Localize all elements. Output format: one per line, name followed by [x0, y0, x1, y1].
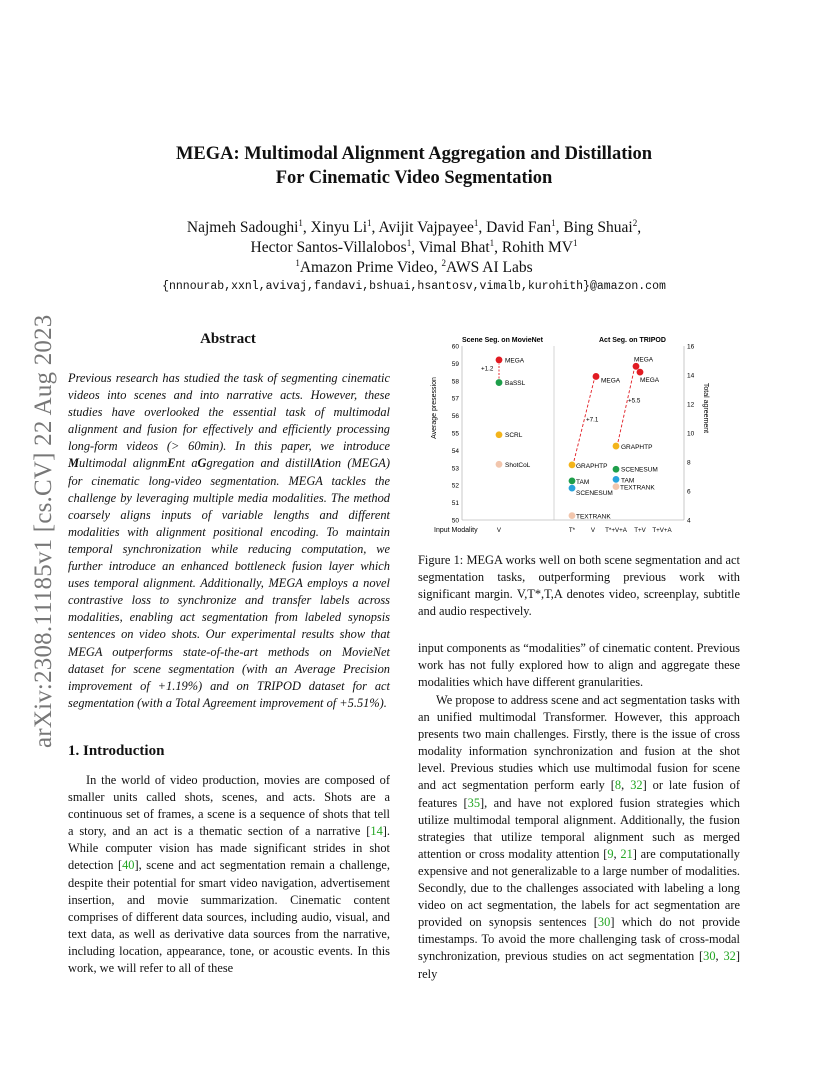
citation-link[interactable]: 9: [607, 846, 614, 861]
act-gain-label: +5.5: [628, 397, 641, 405]
citation-link[interactable]: 30: [703, 949, 716, 964]
act-point: [613, 443, 620, 450]
scene-point-label: MEGA: [505, 357, 525, 365]
act-point: [593, 373, 600, 380]
x-category-label: T+V: [634, 527, 646, 534]
scene-point: [496, 379, 503, 386]
scene-point: [496, 357, 503, 364]
modality-scatter-chart: [422, 332, 736, 540]
left-tick-label: 50: [451, 517, 459, 525]
act-gain-label: +7.1: [586, 416, 599, 424]
affiliations: $^1$Amazon Prime Video, $^2$AWS AI Labs: [295, 257, 533, 276]
left-tick-label: 59: [451, 360, 459, 368]
scene-point: [496, 461, 503, 468]
left-tick-label: 56: [451, 413, 459, 421]
x-category-label: T*+V+A: [605, 527, 627, 534]
scene-gain-label: +1.2: [481, 365, 494, 373]
act-point: [569, 462, 576, 469]
author-block: [100, 218, 728, 278]
scene-point-label: BaSSL: [505, 380, 526, 388]
arxiv-id: arXiv:2308.11185v1 [cs.CV] 22 Aug 2023: [30, 314, 57, 748]
right-tick-label: 12: [687, 401, 695, 409]
scene-point-label: ShotCoL: [505, 461, 531, 469]
left-tick-label: 52: [451, 482, 459, 490]
figure-1: [422, 332, 736, 540]
act-point: [569, 512, 576, 519]
abstract-heading: Abstract: [200, 331, 256, 347]
citation-link[interactable]: 21: [620, 846, 633, 861]
author-line-2: Hector Santos-Villalobos$^1$, Vimal Bhat$^1$, Rohith $MV^1$: [250, 237, 578, 256]
scene-point-label: SCRL: [505, 432, 523, 440]
right-tick-label: 14: [687, 372, 695, 380]
citation-link[interactable]: 32: [630, 778, 643, 793]
left-tick-label: 54: [451, 447, 459, 455]
scene-panel-title: Scene Seg. on MovieNet: [462, 337, 543, 344]
x-category-label: T+V+A: [652, 527, 672, 534]
x-category-label: V: [590, 527, 596, 534]
act-point: [613, 466, 620, 473]
act-point-label: GRAPHTP: [576, 462, 608, 470]
act-point-label: GRAPHTP: [621, 444, 653, 452]
act-point-label: TAM: [621, 477, 635, 485]
act-panel-title: Act Seg. on TRIPOD: [599, 337, 666, 344]
act-point-label: SCENESUM: [576, 490, 613, 498]
act-point: [633, 363, 640, 370]
act-point: [613, 483, 620, 490]
act-point-label: MEGA: [601, 377, 621, 385]
arxiv-sidebar: [22, 268, 62, 748]
left-tick-label: 58: [451, 378, 459, 386]
citation-link[interactable]: 8: [614, 778, 622, 793]
citation-link[interactable]: 14: [370, 824, 383, 839]
introduction-paragraph: In the world of video production, movies are composed of smaller units called shots, scenes, and acts. Shots are a continuous set of frames, a scene is a sequence of shots that tell a story, and an act is a thematic section of a narrative [14]. While computer vision has made significant strides in shot detection [40], scene and act segmentation remain a challenge, despite their potential for smart video navigation, advertisement insertion, and movie summarization. Cinematic content comprises of different data sources, including audio, visual, and text data, as well as derivative data sources from the narrative, including location, appearance, tone, or acoustic events. In this work, we will refer to all of these: [68, 773, 391, 976]
x-label: Input Modality: [434, 527, 478, 534]
right-y-label: Total agreement: [702, 382, 709, 434]
right-paragraph-1: input components as “modalities” of cinematic content. Previous work has not fully explored how to align and aggregate these modalities which have different granularities.: [418, 641, 740, 690]
left-tick-label: 60: [451, 343, 459, 351]
act-point-label: TEXTRANK: [576, 513, 611, 521]
x-category-label: T*: [568, 527, 576, 534]
act-point: [637, 369, 644, 376]
left-tick-label: 57: [451, 395, 459, 403]
act-point-label: SCENESUM: [621, 466, 658, 474]
act-point-label: MEGA: [640, 377, 660, 385]
right-tick-label: 8: [687, 459, 691, 467]
act-point: [569, 485, 576, 492]
right-tick-label: 6: [687, 488, 691, 496]
act-point-label: TEXTRANK: [620, 484, 655, 492]
paper-title: MEGA: Multimodal Alignment Aggregation and Distillation For Cinematic Video Segmentation: [175, 144, 653, 188]
author-emails: {nnnourab,xxnl,avivaj,fandavi,bshuai,hsantosv,vimalb,kurohith}@amazon.com: [162, 280, 666, 293]
left-tick-label: 53: [451, 465, 459, 473]
act-point: [613, 476, 620, 483]
author-line-1: Najmeh Sadoughi$^1$, Xinyu Li$^1$, Avijit Vajpayee$^1$, David Fan$^1$, Bing Shuai$^2$,: [186, 217, 642, 236]
act-point: [569, 477, 576, 484]
figure-caption: Figure 1: MEGA works well on both scene segmentation and act segmentation tasks, outperforming previous work with significant margin. V,T*,T,A denotes video, screenplay, subtitle and audio respectively.: [418, 553, 740, 619]
act-point-label: TAM: [576, 478, 590, 486]
x-category-label: V: [496, 527, 502, 534]
right-paragraph-2: We propose to address scene and act segmentation tasks with an unified multimodal Transformer. However, this approach presents two main challenges. Firstly, there is the issue of cross modality information synchronization and fusion at the shot level. Previous studies which use multimodal fusion for scene and act segmentation perform early [8, 32] or late fusion of features [35], and have not explored fusion strategies which utilize multimodal temporal alignment. Additionally, the fusion strategies that utilize temporal alignment such as merged attention or cross modality attention [9, 21] are computationally expensive and not generalizable to a large number of modalities. Secondly, due to the challenges associated with labeling a long video on act segmentation, the labels for act segmentation are provided on synopsis sentences [30] which do not provide timestamps. To avoid the more challenging task of cross-modal synchronization, previous studies on act segmentation [30, 32] rely: [418, 693, 740, 981]
citation-link[interactable]: 40: [122, 858, 135, 873]
act-point-label: MEGA: [634, 356, 654, 364]
left-tick-label: 51: [451, 500, 459, 508]
act-gain-arrow: [618, 370, 634, 442]
abstract-text: Previous research has studied the task of segmenting cinematic videos into scenes and into narrative acts. However, these studies have overlooked the essential task of multimodal alignment and fusion for effectively and efficiently processing long-form videos (> 60min). In this paper, we introduce Multimodal alignmEnt aGgregation and distillAtion (MEGA) for cinematic long-video segmentation. MEGA tackles the challenge by leveraging multiple media modalities. The method coarsely aligns inputs of variable lengths and different modalities with alignment positional encoding. To maintain temporal synchronization while reducing computation, we further introduce an enhanced bottleneck fusion layer which uses temporal alignment. Additionally, MEGA employs a novel contrastive loss to synchronize and transfer labels across modalities, enabling act segmentation from labeled synopsis sentences on video shots. Our experimental results show that MEGA outperforms state-of-the-art methods on MovieNet dataset for scene segmentation (with an Average Precision improvement of +1.19%) and on TRIPOD dataset for act segmentation (with a Total Agreement improvement of +5.51%).: [68, 371, 390, 710]
left-y-label: Average presession: [431, 377, 438, 439]
right-tick-label: 4: [687, 517, 691, 525]
citation-link[interactable]: 32: [723, 949, 736, 964]
right-tick-label: 10: [687, 430, 695, 438]
left-tick-label: 55: [451, 430, 459, 438]
citation-link[interactable]: 35: [467, 795, 481, 810]
scene-point: [496, 431, 503, 438]
section-heading-introduction: 1. Introduction: [68, 743, 165, 759]
citation-link[interactable]: 30: [597, 915, 611, 930]
right-tick-label: 16: [687, 343, 695, 351]
